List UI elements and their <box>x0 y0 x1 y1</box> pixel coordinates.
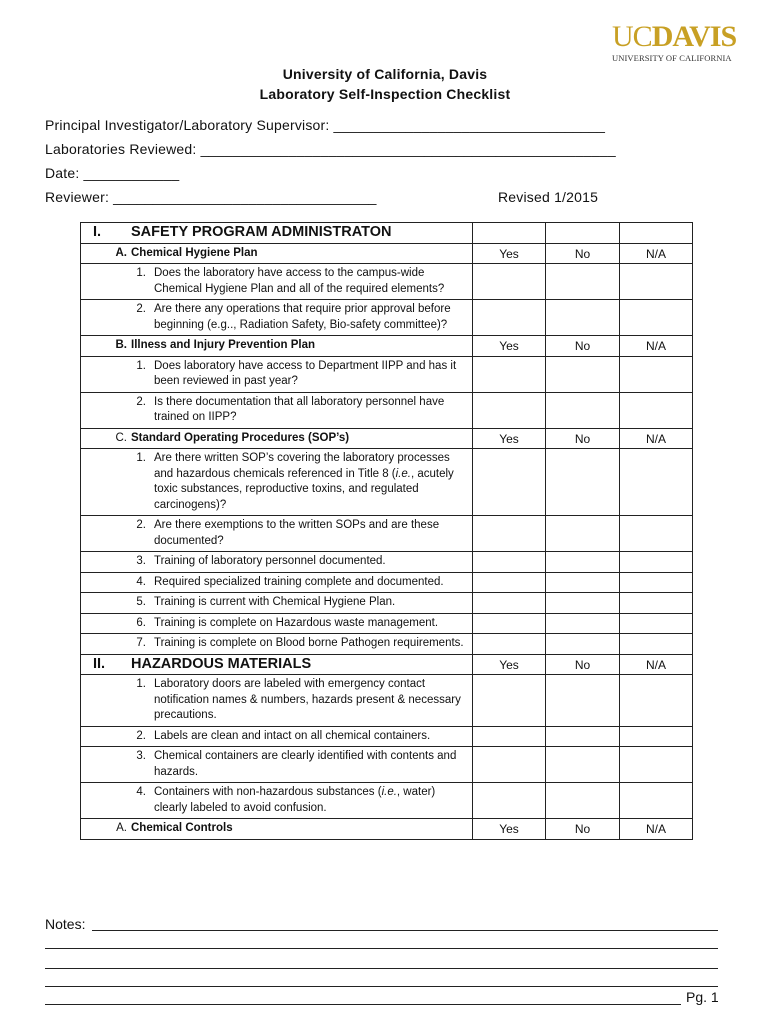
checklist-item-row <box>81 634 693 655</box>
no-cell[interactable] <box>546 675 620 727</box>
item-text: Is there documentation that all laboratory personnel have trained on IIPP? <box>154 395 445 423</box>
checklist-item <box>81 554 466 570</box>
item-number: 2. <box>136 729 146 742</box>
yes-cell[interactable] <box>473 300 546 336</box>
item-number: 6. <box>136 616 146 629</box>
na-option[interactable]: N/A <box>620 428 693 449</box>
item-text: Training is current with Chemical Hygiene Plan. <box>154 596 396 608</box>
checklist-item-row <box>81 747 693 783</box>
checklist-item <box>81 636 466 652</box>
no-cell[interactable] <box>546 552 620 573</box>
no-cell[interactable] <box>546 783 620 819</box>
item-text: Are there exemptions to the written SOPs and are these documented? <box>154 519 440 547</box>
item-number: 3. <box>136 555 146 567</box>
item-number: 5. <box>136 596 146 608</box>
checklist-item-row <box>81 516 693 552</box>
subsection-letter: A. <box>116 822 127 834</box>
ucdavis-logo <box>612 22 748 63</box>
subsection-row <box>81 819 693 840</box>
item-text: Laboratory doors are labeled with emergency contact notification names & numbers, hazards present & necessary precautions. <box>154 678 461 721</box>
no-cell[interactable] <box>546 392 620 428</box>
item-text: Training of laboratory personnel documented. <box>154 555 386 567</box>
no-option[interactable]: No <box>546 336 620 357</box>
item-text: Required specialized training complete and documented. <box>154 575 444 588</box>
no-cell[interactable] <box>546 613 620 634</box>
checklist-item-row <box>81 552 693 573</box>
checklist-item-row <box>81 675 693 727</box>
yes-cell[interactable] <box>473 613 546 634</box>
yes-cell[interactable] <box>473 356 546 392</box>
no-option[interactable]: No <box>546 428 620 449</box>
subsection-heading <box>81 819 473 840</box>
checklist-item <box>81 575 466 591</box>
checklist-item <box>81 302 466 333</box>
yes-cell[interactable] <box>473 634 546 655</box>
item-number: 2. <box>136 519 146 531</box>
checklist-item <box>81 785 466 816</box>
section-heading <box>81 654 473 675</box>
na-cell[interactable] <box>620 449 693 516</box>
yes-cell[interactable] <box>473 747 546 783</box>
no-cell[interactable] <box>546 747 620 783</box>
item-text: Are there written SOP’s covering the laboratory processes and hazardous chemicals referenced in Title 8 (i.e., acutely toxic substances, reproductive toxins, and regulated carcinogens)? <box>154 452 454 511</box>
pi-field[interactable]: Principal Investigator/Laboratory Supervisor: __________________________________ <box>45 117 606 133</box>
item-number: 1. <box>136 452 146 464</box>
item-number: 2. <box>136 395 146 408</box>
item-text: Chemical containers are clearly identified with contents and hazards. <box>154 750 457 778</box>
item-text: Labels are clean and intact on all chemical containers. <box>154 729 431 742</box>
subsection-title: Chemical Hygiene Plan <box>131 246 258 259</box>
subsection-row <box>81 428 693 449</box>
subsection-letter: A. <box>115 246 127 259</box>
subsection-heading <box>81 336 473 357</box>
item-text: Does laboratory have access to Department IIPP and has it been reviewed in past year? <box>154 359 457 387</box>
section-title: HAZARDOUS MATERIALS <box>131 655 312 672</box>
date-field[interactable]: Date: ____________ <box>45 165 180 181</box>
yes-cell[interactable] <box>473 392 546 428</box>
no-cell[interactable] <box>546 516 620 552</box>
logo-subtitle: UNIVERSITY OF CALIFORNIA <box>612 53 732 63</box>
checklist-item-row <box>81 300 693 336</box>
na-cell[interactable] <box>620 516 693 552</box>
checklist-item-row <box>81 392 693 428</box>
yes-cell[interactable] <box>473 783 546 819</box>
notes-line[interactable] <box>45 968 718 969</box>
no-cell[interactable] <box>546 264 620 300</box>
section-heading <box>81 223 473 244</box>
subsection-heading <box>81 428 473 449</box>
item-number: 1. <box>136 359 146 372</box>
item-text: Containers with non-hazardous substances (i.e., water) clearly labeled to avoid confusion. <box>154 786 436 814</box>
no-cell[interactable] <box>546 572 620 593</box>
checklist-item-row <box>81 264 693 300</box>
section-title: SAFETY PROGRAM ADMINISTRATON <box>131 224 392 240</box>
subsection-title: Standard Operating Procedures (SOP’s) <box>131 431 350 444</box>
na-cell[interactable] <box>620 356 693 392</box>
yes-option[interactable]: Yes <box>473 654 546 675</box>
notes-line[interactable] <box>92 930 718 931</box>
yes-cell[interactable] <box>473 675 546 727</box>
checklist-item-row <box>81 593 693 614</box>
yes-cell[interactable] <box>473 516 546 552</box>
reviewer-field[interactable]: Reviewer: _________________________________ <box>45 189 377 205</box>
yes-cell[interactable] <box>473 449 546 516</box>
checklist-item <box>81 616 466 632</box>
page-title-checklist: Laboratory Self-Inspection Checklist <box>259 86 511 102</box>
checklist-item <box>81 395 466 426</box>
no-cell[interactable] <box>546 356 620 392</box>
yes-cell[interactable] <box>473 593 546 614</box>
subsection-row <box>81 243 693 264</box>
yes-option[interactable]: Yes <box>473 243 546 264</box>
na-cell[interactable] <box>620 593 693 614</box>
yes-option[interactable]: Yes <box>473 428 546 449</box>
notes-line[interactable] <box>45 948 718 949</box>
no-option[interactable]: No <box>546 819 620 840</box>
no-cell[interactable] <box>546 300 620 336</box>
na-cell[interactable] <box>620 613 693 634</box>
logo-davis: DAVIS <box>651 20 737 53</box>
no-cell[interactable] <box>546 634 620 655</box>
na-cell[interactable] <box>620 572 693 593</box>
yes-cell[interactable] <box>473 726 546 747</box>
checklist-item <box>81 266 466 297</box>
subsection-heading <box>81 243 473 264</box>
na-option[interactable]: N/A <box>620 819 693 840</box>
notes-line[interactable] <box>45 1004 681 1005</box>
na-option[interactable]: N/A <box>620 243 693 264</box>
checklist-item <box>81 518 466 549</box>
checklist-item <box>81 595 466 611</box>
section-row <box>81 223 693 244</box>
yes-option[interactable]: Yes <box>473 336 546 357</box>
checklist-item <box>81 729 466 745</box>
na-option[interactable]: N/A <box>620 654 693 675</box>
na-cell[interactable] <box>620 300 693 336</box>
item-number: 7. <box>136 637 146 649</box>
na-cell[interactable] <box>620 552 693 573</box>
section-row <box>81 654 693 675</box>
labs-reviewed-field[interactable]: Laboratories Reviewed: ____________________________________________________ <box>45 141 616 157</box>
na-cell[interactable] <box>620 675 693 727</box>
subsection-letter: B. <box>115 339 127 351</box>
item-number: 1. <box>136 267 146 279</box>
yes-cell[interactable] <box>473 552 546 573</box>
notes-line[interactable] <box>45 986 718 987</box>
yes-cell[interactable] <box>473 264 546 300</box>
item-text: Are there any operations that require prior approval before beginning (e.g.., Radiation Safety, Bio-safety committee)? <box>154 303 451 331</box>
checklist-item <box>81 677 466 724</box>
page-title-university: University of California, Davis <box>282 66 488 82</box>
item-number: 2. <box>136 303 146 315</box>
checklist-item-row <box>81 783 693 819</box>
no-option[interactable]: No <box>546 243 620 264</box>
checklist-item <box>81 451 466 513</box>
subsection-letter: C. <box>115 431 127 444</box>
no-option[interactable]: No <box>546 654 620 675</box>
na-cell[interactable] <box>620 634 693 655</box>
no-cell[interactable] <box>546 593 620 614</box>
item-number: 3. <box>136 750 146 762</box>
yes-cell[interactable] <box>473 572 546 593</box>
na-cell[interactable] <box>620 392 693 428</box>
section-number: II. <box>93 655 106 672</box>
na-cell[interactable] <box>620 264 693 300</box>
no-cell[interactable] <box>546 726 620 747</box>
na-cell[interactable] <box>620 726 693 747</box>
subsection-title: Chemical Controls <box>131 822 233 834</box>
checklist-item <box>81 359 466 390</box>
yes-option[interactable]: Yes <box>473 819 546 840</box>
revision-date: Revised 1/2015 <box>498 189 599 205</box>
inspection-checklist-table <box>80 222 693 840</box>
checklist-item-row <box>81 356 693 392</box>
item-number: 4. <box>136 786 146 798</box>
subsection-row <box>81 336 693 357</box>
item-text: Training is complete on Hazardous waste management. <box>154 616 439 629</box>
subsection-title: Illness and Injury Prevention Plan <box>131 339 316 351</box>
notes-label: Notes: <box>45 916 86 932</box>
item-text: Does the laboratory have access to the campus-wide Chemical Hygiene Plan and all of the required elements? <box>154 267 445 295</box>
checklist-item <box>81 749 466 780</box>
section-number: I. <box>93 224 102 240</box>
checklist-item-row <box>81 613 693 634</box>
checklist-item-row <box>81 726 693 747</box>
item-text: Training is complete on Blood borne Pathogen requirements. <box>154 637 464 649</box>
item-number: 1. <box>136 678 146 690</box>
checklist-item-row <box>81 449 693 516</box>
checklist-item-row <box>81 572 693 593</box>
na-option[interactable]: N/A <box>620 336 693 357</box>
no-cell[interactable] <box>546 449 620 516</box>
item-number: 4. <box>136 575 146 588</box>
logo-wordmark <box>612 22 748 52</box>
logo-uc: UC <box>612 20 652 53</box>
na-cell[interactable] <box>620 783 693 819</box>
page-number: Pg. 1 <box>686 989 719 1005</box>
na-cell[interactable] <box>620 747 693 783</box>
